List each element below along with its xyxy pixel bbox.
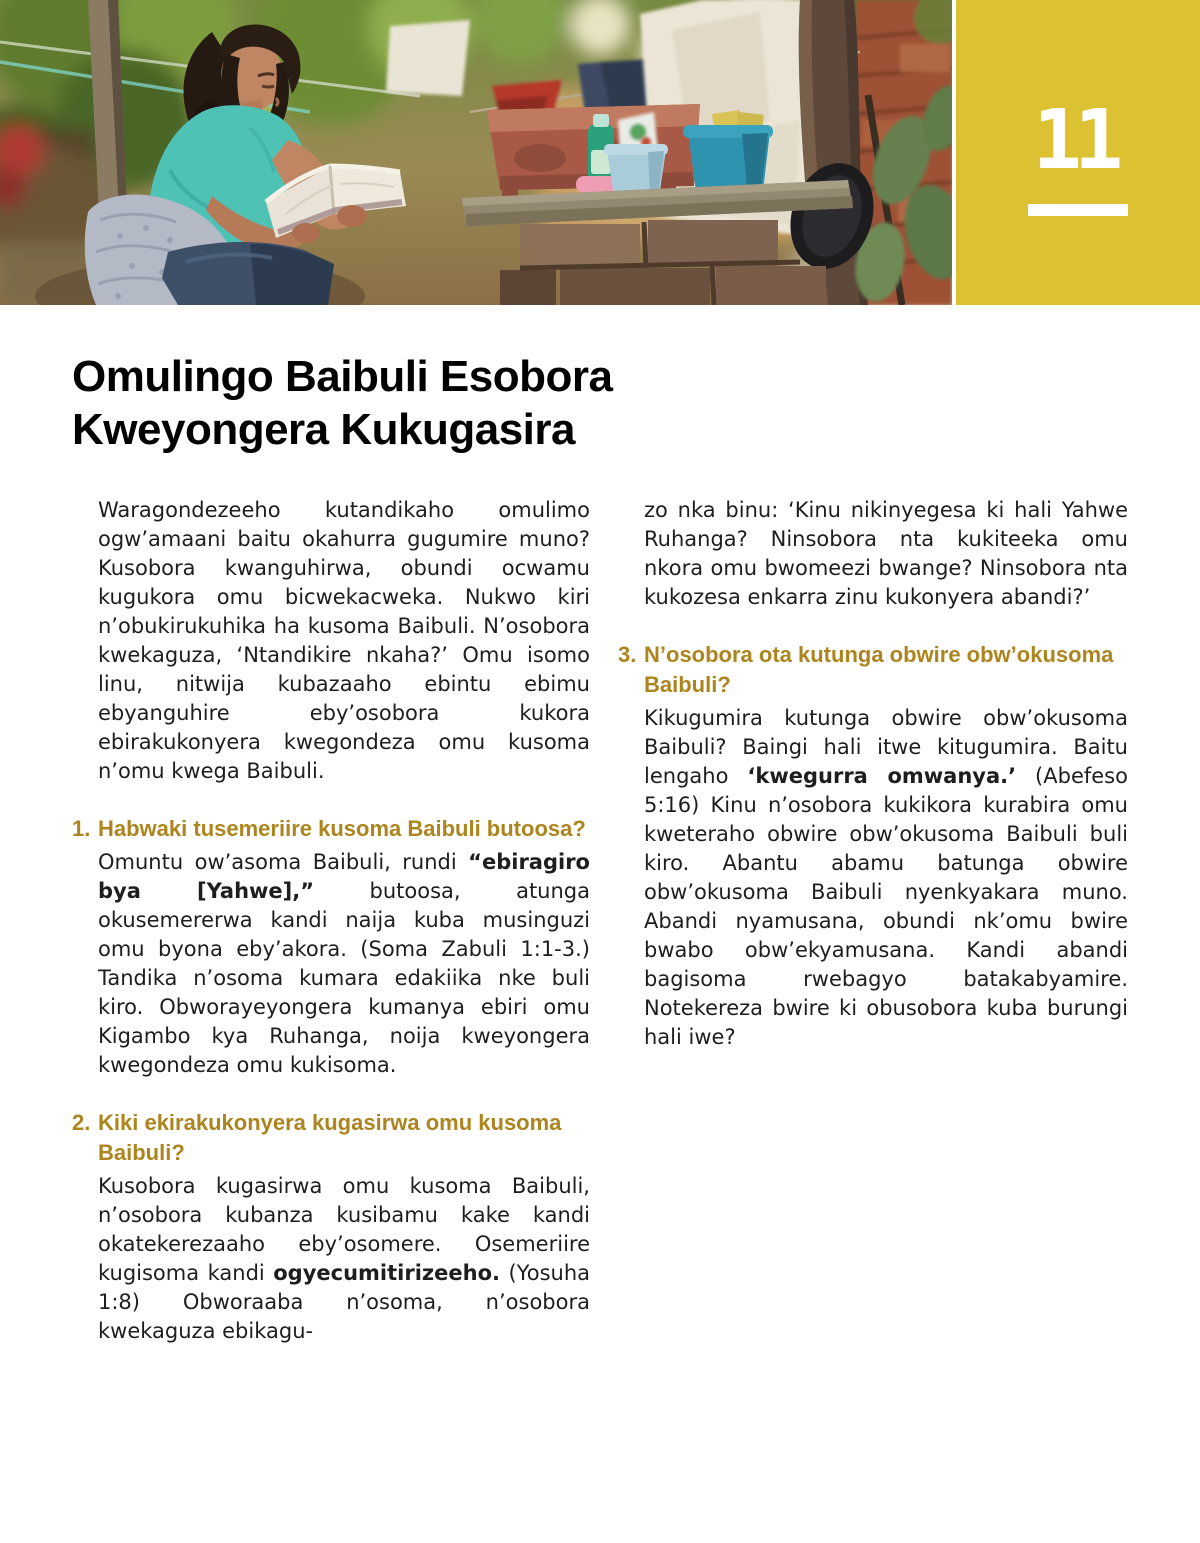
- question-number: 2.: [72, 1110, 91, 1135]
- page-title: [72, 350, 612, 456]
- lesson-number-underline: [1028, 204, 1128, 216]
- lesson-photo: [0, 0, 952, 305]
- hand-left: [292, 223, 320, 243]
- question-number: 3.: [618, 642, 637, 667]
- body-paragraph: Kikugumira kutunga obwire obw’okusoma Baibuli? Baingi hali itwe kitugumira. Baitu lengaho ‘kwegurra omwanya.’ (Abefeso 5:16) Kinu n’osobora kukikora kurabira omu kweteraho obwire obw’okusoma Baibuli buli kiro. Abantu abamu batunga obwire obw’okusoma Baibuli nyenkyakara muno. Abandi nyamusana, obundi nk’omu bwire bwabo obw’ekyamusana. Kandi abandi bagisoma rwebagyo batakabyamire. Notekereza bwire ki obusobora kuba burungi hali iwe?: [644, 706, 1128, 1049]
- body-paragraph: zo nka binu: ‘Kinu nikinyegesa ki hali Yahwe Ruhanga? Ninsobora nta kukiteeka omu nkora omu bwomeezi bwange? Ninsobora nta kukozesa enkarra zinu kukonyera abandi?’: [644, 498, 1128, 609]
- question-number: 1.: [72, 816, 91, 841]
- question-heading: [72, 814, 590, 844]
- question-heading: [72, 1108, 590, 1168]
- title-line-2: Kweyongera Kukugasira: [72, 405, 575, 454]
- question-heading: [618, 640, 1128, 700]
- article-body: [72, 496, 1128, 1346]
- question-text: N’osobora ota kutunga obwire obw’okusoma Baibuli?: [644, 642, 1114, 697]
- column-left: [72, 496, 590, 1346]
- body-paragraph: Waragondezeeho kutandikaho omulimo ogw’amaani baitu okahurra gugumire muno? Kusobora kwanguhirwa, obundi ocwamu kugukora omu bicwekacweka. Nukwo kiri n’obukirukuhika ha kusoma Baibuli. N’osobora kwekaguza, ‘Ntandikire nkaha?’ Omu isomo linu, nitwija kubazaaho ebintu ebimu ebyanguhire eby’osobora kukora ebirakukonyera kwegondeza omu kusoma n’omu kwega Baibuli.: [98, 498, 590, 783]
- column-right: [618, 496, 1128, 1346]
- hand-right: [337, 205, 367, 227]
- body-paragraph: Omuntu ow’asoma Baibuli, rundi “ebiragiro bya [Yahwe],” butoosa, atunga okusemererwa kandi naija kuba musinguzi omu byona eby’akora. (Soma Zabuli 1:1-3.) Tandika n’osoma kumara edakiika nke buli kiro. Obworayeyongera kumanya ebiri omu Kigambo kya Ruhanga, noija kweyongera kwegondeza omu kukisoma.: [98, 850, 590, 1077]
- question-text: Habwaki tusemeriire kusoma Baibuli butoosa?: [98, 816, 586, 841]
- question-text: Kiki ekirakukonyera kugasirwa omu kusoma Baibuli?: [98, 1110, 562, 1165]
- hero-banner: [0, 0, 1200, 305]
- closed-eye: [262, 86, 274, 87]
- photo-illustration: [0, 0, 952, 305]
- body-paragraph: Kusobora kugasirwa omu kusoma Baibuli, n’osobora kubanza kusibamu kake kandi okatekerezaaho eby’osomere. Osemeriire kugisoma kandi ogyecumitirizeeho. (Yosuha 1:8) Obworaaba n’osoma, n’osobora kwekaguza ebikagu-: [98, 1174, 590, 1343]
- title-line-1: Omulingo Baibuli Esobora: [72, 352, 613, 401]
- lesson-number-badge: [956, 0, 1200, 305]
- lesson-number: 11: [1032, 93, 1116, 188]
